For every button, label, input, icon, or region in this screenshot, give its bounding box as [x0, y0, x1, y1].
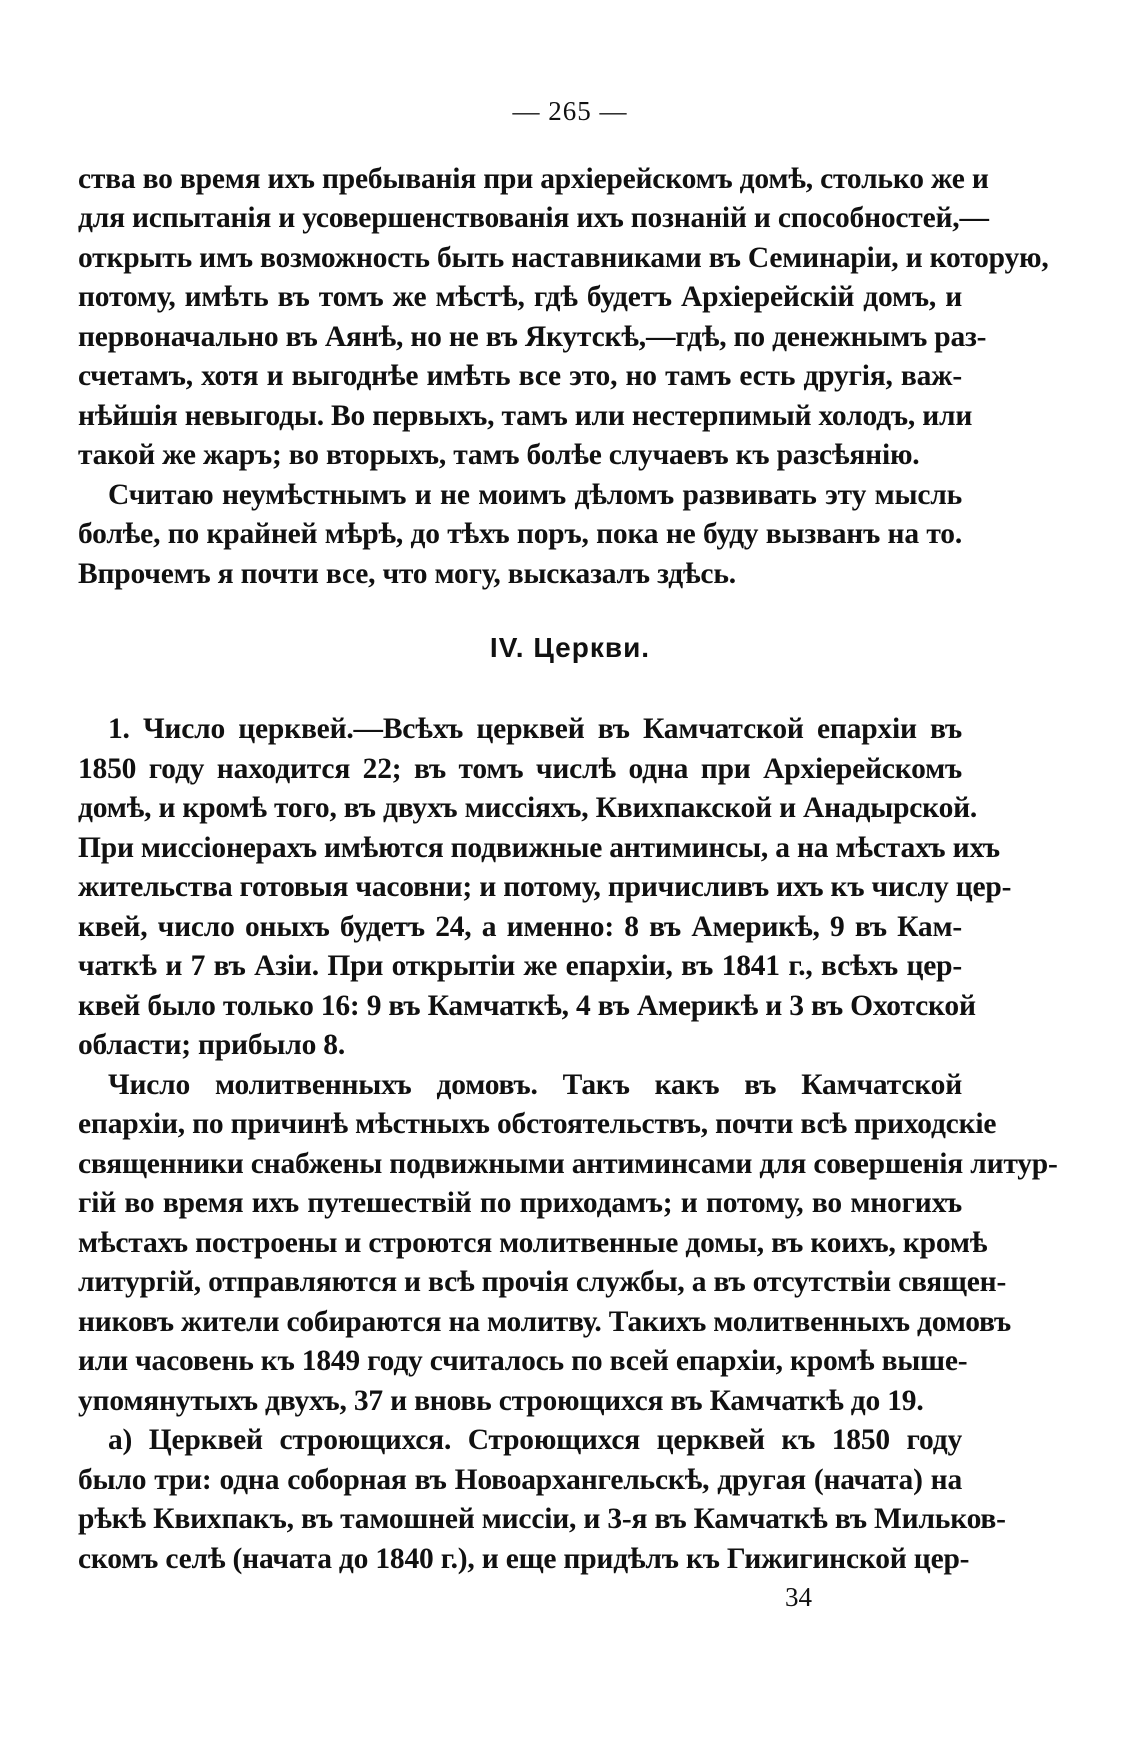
- text-line: нѣйшія невыгоды. Во первыхъ, тамъ или нестерпимый холодъ, или: [78, 400, 973, 432]
- text-line: рѣкѣ Квихпакъ, въ тамошней миссіи, и 3-я въ Камчаткѣ въ Мильков-: [78, 1503, 1006, 1535]
- text-line: упомянутыхъ двухъ, 37 и вновь строющихся въ Камчаткѣ до 19.: [78, 1385, 924, 1417]
- text-line: чаткѣ и 7 въ Азіи. При открытіи же епархіи, въ 1841 г., всѣхъ цер-: [78, 950, 962, 982]
- text-line: для испытанія и усовершенствованія ихъ познаній и способностей,—: [78, 202, 989, 234]
- text-line: первоначально въ Аянѣ, но не въ Якутскѣ,—гдѣ, по денежнымъ раз-: [78, 321, 987, 353]
- text-line: Считаю неумѣстнымъ и не моимъ дѣломъ развивать эту мысль: [108, 479, 962, 511]
- text-line: квей было только 16: 9 въ Камчаткѣ, 4 въ Америкѣ и 3 въ Охотской: [78, 990, 976, 1022]
- text-line: такой же жаръ; во вторыхъ, тамъ болѣе случаевъ къ разсѣянію.: [78, 439, 920, 471]
- text-line: болѣе, по крайней мѣрѣ, до тѣхъ поръ, пока не буду вызванъ на то.: [78, 518, 962, 550]
- text-line: ства во время ихъ пребыванія при архіерейскомъ домѣ, столько же и: [78, 163, 989, 195]
- text-line: квей, число оныхъ будетъ 24, а именно: 8 въ Америкѣ, 9 въ Кам-: [78, 911, 962, 943]
- text-line: или часовень къ 1849 году считалось по всей епархіи, кромѣ выше-: [78, 1345, 968, 1377]
- page-number: — 265 —: [512, 96, 628, 126]
- text-line: 1. Число церквей.—Всѣхъ церквей въ Камчатской епархіи въ: [108, 713, 962, 745]
- text-line: открыть имъ возможность быть наставниками въ Семинаріи, и которую,: [78, 242, 1049, 274]
- text-line: гій во время ихъ путешествій по приходамъ; и потому, во многихъ: [78, 1187, 962, 1219]
- text-line: жительства готовыя часовни; и потому, причисливъ ихъ къ числу цер-: [78, 871, 1012, 903]
- text-line: потому, имѣть въ томъ же мѣстѣ, гдѣ будетъ Архіерейскій домъ, и: [78, 281, 962, 313]
- signature-mark: 34: [785, 1582, 812, 1612]
- text-line: области; прибыло 8.: [78, 1029, 346, 1061]
- text-line: было три: одна соборная въ Новоархангельскѣ, другая (начата) на: [78, 1464, 962, 1496]
- section-heading: IV. Церкви.: [489, 632, 651, 663]
- text-line: литургій, отправляются и всѣ прочія службы, а въ отсутствіи священ-: [78, 1266, 1007, 1298]
- text-line: мѣстахъ построены и строются молитвенные домы, въ коихъ, кромѣ: [78, 1227, 988, 1259]
- text-line: Число молитвенныхъ домовъ. Такъ какъ въ Камчатской: [108, 1069, 962, 1101]
- text-line: скомъ селѣ (начата до 1840 г.), и еще придѣлъ къ Гижигинской цер-: [78, 1543, 970, 1575]
- text-line: епархіи, по причинѣ мѣстныхъ обстоятельствъ, почти всѣ приходскіе: [78, 1108, 997, 1140]
- text-line: Впрочемъ я почти все, что могу, высказалъ здѣсь.: [78, 558, 736, 590]
- text-line: 1850 году находится 22; въ томъ числѣ одна при Архіерейскомъ: [78, 753, 962, 785]
- text-line: а) Церквей строющихся. Строющихся церквей къ 1850 году: [108, 1424, 962, 1456]
- text-line: домѣ, и кромѣ того, въ двухъ миссіяхъ, Квихпакской и Анадырской.: [78, 792, 978, 824]
- text-line: При миссіонерахъ имѣются подвижные антиминсы, а на мѣстахъ ихъ: [78, 832, 1000, 864]
- text-line: счетамъ, хотя и выгоднѣе имѣть все это, но тамъ есть другія, важ-: [78, 360, 962, 392]
- text-line: никовъ жители собираются на молитву. Такихъ молитвенныхъ домовъ: [78, 1306, 1012, 1338]
- text-line: священники снабжены подвижными антиминсами для совершенія литур-: [78, 1148, 1058, 1180]
